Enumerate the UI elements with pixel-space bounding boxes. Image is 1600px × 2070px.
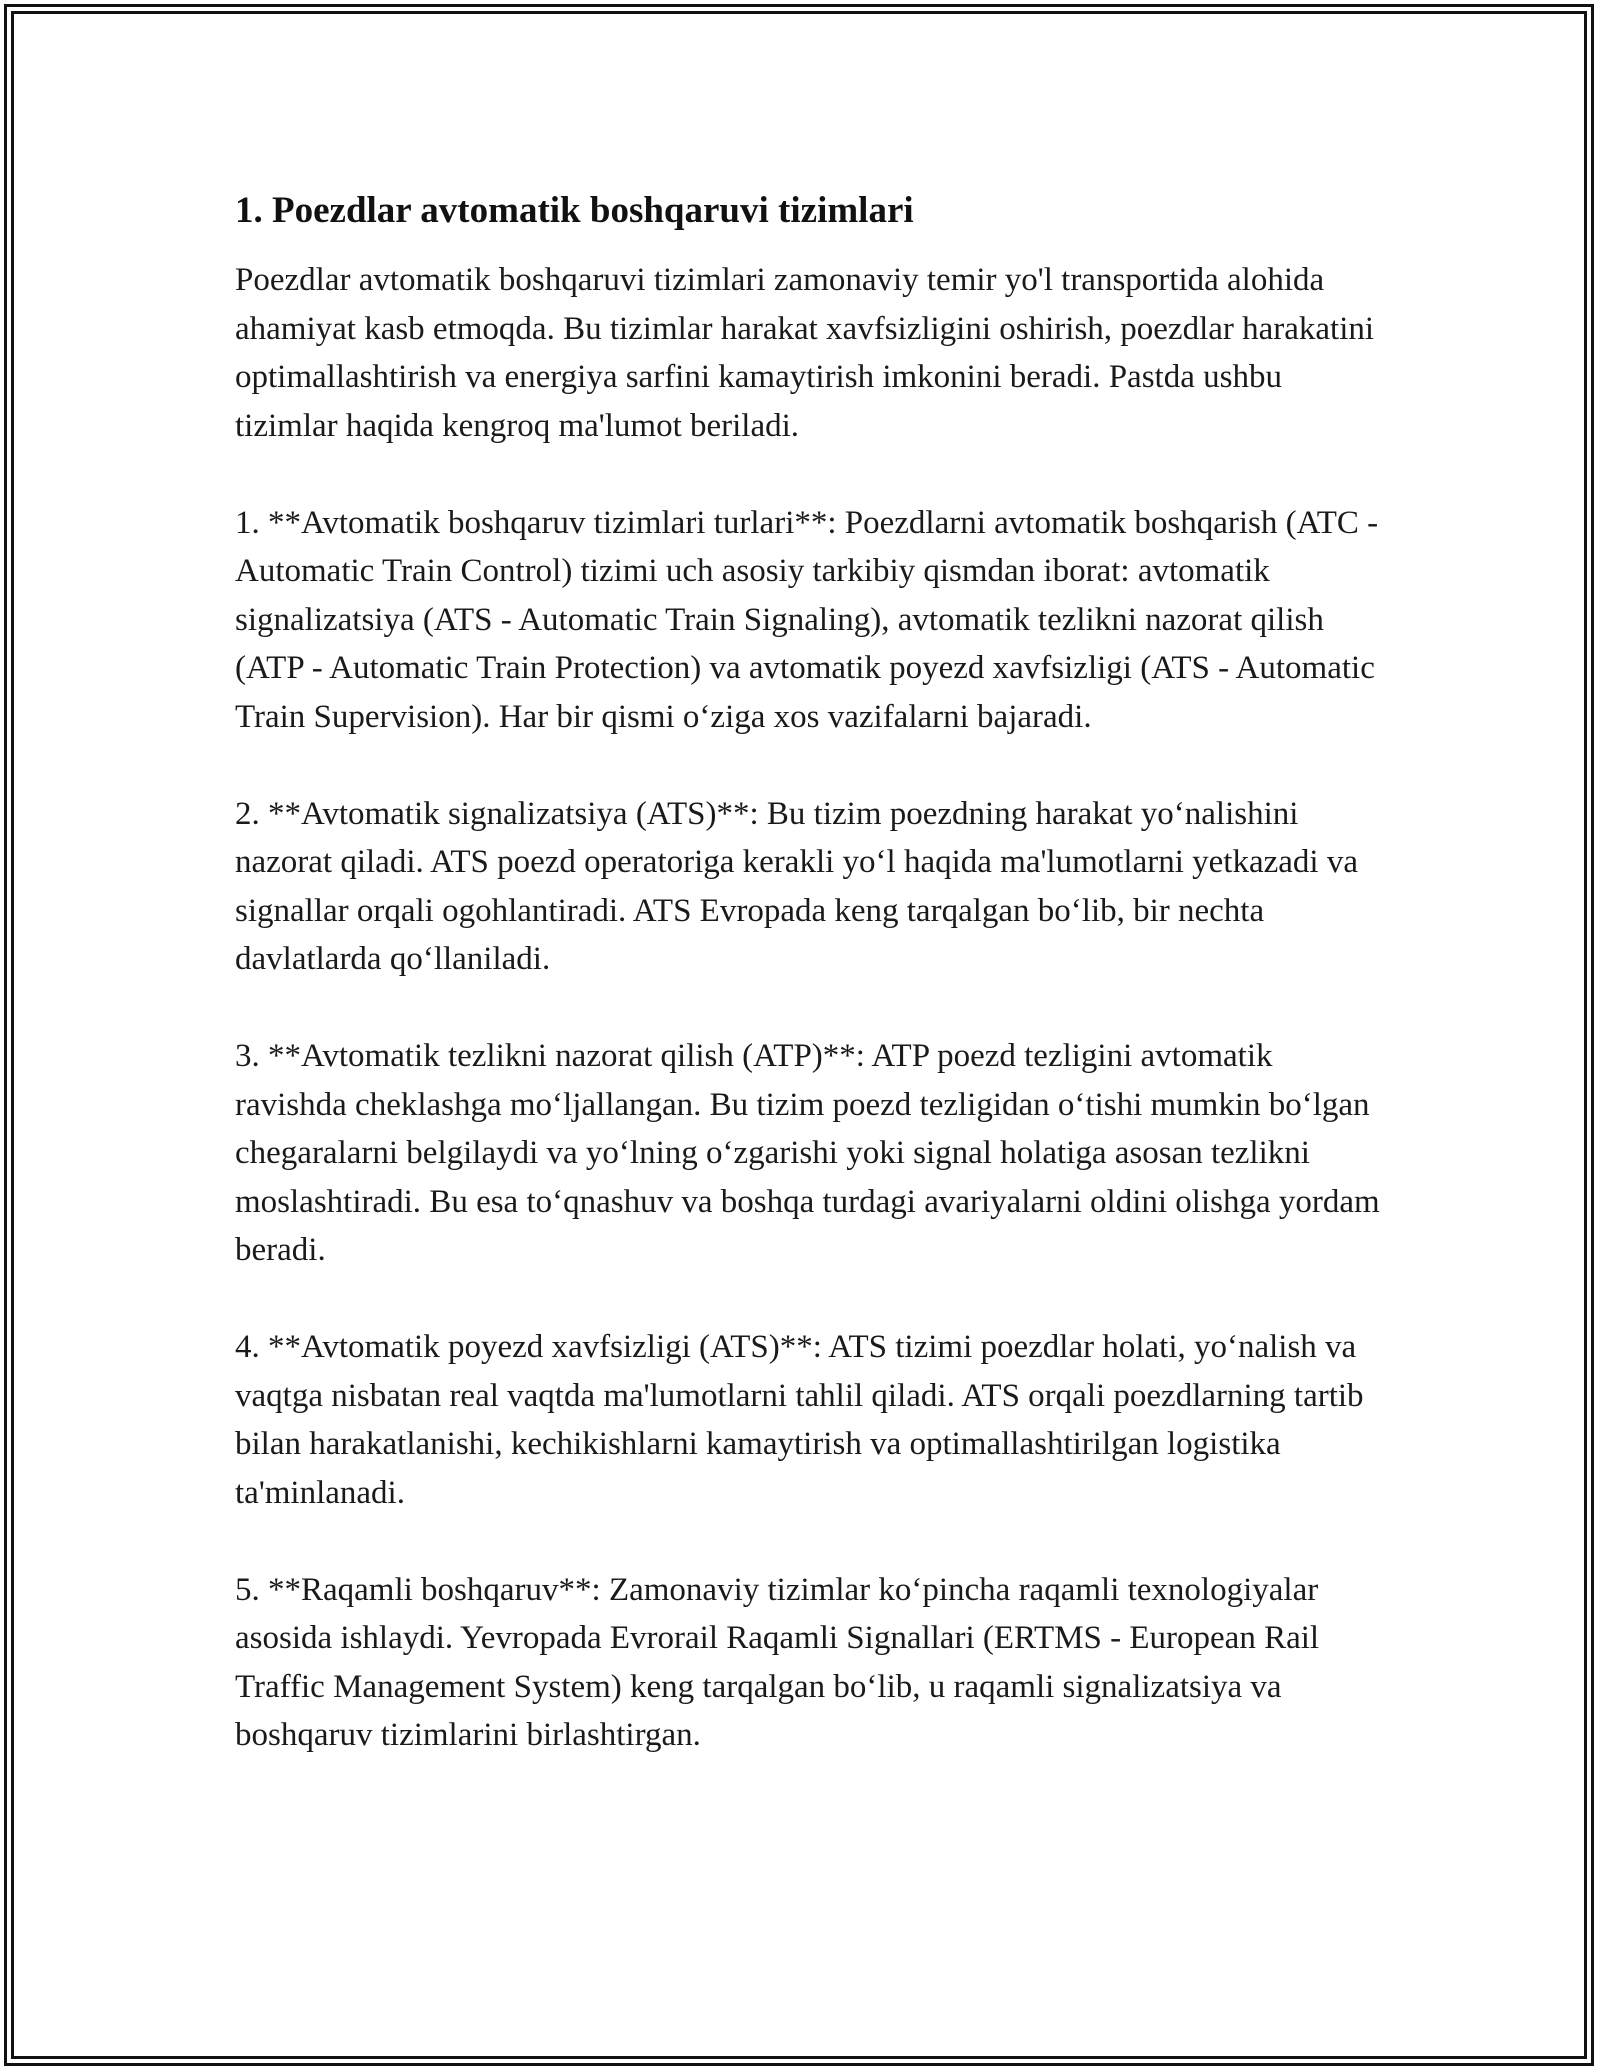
list-item-5: 5. **Raqamli boshqaruv**: Zamonaviy tizimlar ko‘pincha raqamli texnologiyalar asosida ishlaydi. Yevropada Evrorail Raqamli Signallari (ERTMS - European Rail Traffic Management System) keng tarqalgan bo‘lib, u raqamli signalizatsiya va boshqaruv tizimlarini birlashtirgan.	[235, 1571, 1320, 1753]
document-title: 1. Poezdlar avtomatik boshqaruvi tizimlari	[235, 190, 914, 231]
list-item-1: 1. **Avtomatik boshqaruv tizimlari turlari**: Poezdlarni avtomatik boshqarish (ATC - Automatic Train Control) tizimi uch asosiy tarkibiy qismdan iborat: avtomatik signalizatsiya (ATS - Automatic Train Signaling), avtomatik tezlikni nazorat qilish (ATP - Automatic Train Protection) va avtomatik poyezd xavfsizligi (ATS - Automatic Train Supervision). Har bir qismi o‘ziga xos vazifalarni bajaradi.	[235, 504, 1379, 735]
list-item-2: 2. **Avtomatik signalizatsiya (ATS)**: Bu tizim poezdning harakat yo‘nalishini nazorat qiladi. ATS poezd operatoriga kerakli yo‘l haqida ma'lumotlarni yetkazadi va signallar orqali ogohlantiradi. ATS Evropada keng tarqalgan bo‘lib, bir nechta davlatlarda qo‘llaniladi.	[235, 795, 1358, 977]
list-item-3: 3. **Avtomatik tezlikni nazorat qilish (ATP)**: ATP poezd tezligini avtomatik ravishda cheklashga mo‘ljallangan. Bu tizim poezd tezligidan o‘tishi mumkin bo‘lgan chegaralarni belgilaydi va yo‘lning o‘zgarishi yoki signal holatiga asosan tezlikni moslashtiradi. Bu esa to‘qnashuv va boshqa turdagi avariyalarni oldini olishga yordam beradi.	[235, 1038, 1380, 1268]
list-item-4: 4. **Avtomatik poyezd xavfsizligi (ATS)**: ATS tizimi poezdlar holati, yo‘nalish va vaqtga nisbatan real vaqtda ma'lumotlarni tahlil qiladi. ATS orqali poezdlarning tartib bilan harakatlanishi, kechikishlarni kamaytirish va optimallashtirilgan logistika ta'minlanadi.	[235, 1329, 1364, 1511]
intro-paragraph: Poezdlar avtomatik boshqaruvi tizimlari zamonaviy temir yo'l transportida alohida ahamiyat kasb etmoqda. Bu tizimlar harakat xavfsizligini oshirish, poezdlar harakatini optimallashtirish va energiya sarfini kamaytirish imkonini beradi. Pastda ushbu tizimlar haqida kengroq ma'lumot beriladi.	[235, 262, 1375, 444]
document-body	[235, 186, 1385, 1760]
